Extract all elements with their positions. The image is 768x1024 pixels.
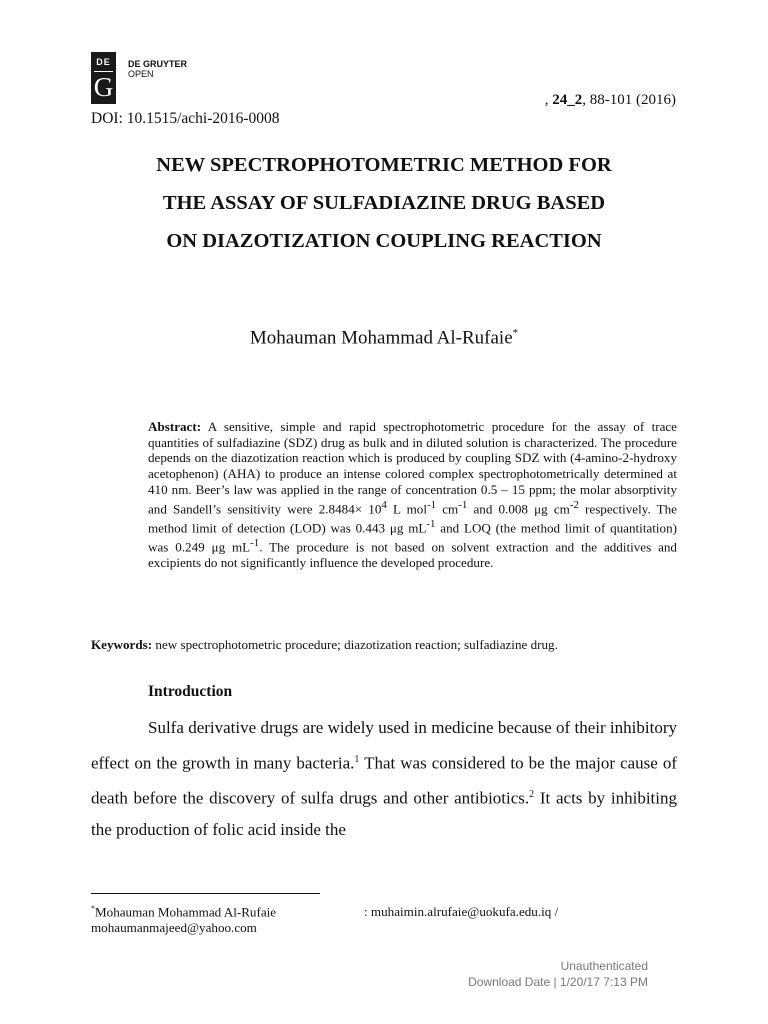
footnote-name: Mohauman Mohammad Al-Rufaie [95, 904, 277, 920]
abstract-sup: -1 [250, 536, 260, 549]
intro-text: It acts by inhibiting the production of folic acid inside the [91, 788, 677, 839]
publisher-subname: OPEN [128, 69, 154, 79]
citation-pages: , 88-101 (2016) [582, 92, 676, 108]
abstract-text: and LOQ (the method limit of quantitation) was 0.249 μg mL [148, 519, 677, 554]
title-line-2: THE ASSAY OF SULFADIAZINE DRUG BASED [162, 192, 606, 214]
publisher-logo [91, 52, 116, 104]
author-mark: * [512, 327, 519, 339]
citation-volume: 24_2 [552, 92, 583, 108]
abstract-text: cm [436, 500, 459, 516]
doi: DOI: 10.1515/achi-2016-0008 [91, 110, 280, 127]
journal-citation [520, 92, 676, 109]
publisher-name: DE GRUYTER [128, 59, 188, 69]
abstract-text: L mol [386, 500, 427, 516]
footnote-author [91, 904, 276, 920]
paper-title [60, 146, 708, 260]
keywords-text: new spectrophotometric procedure; diazotization reaction; sulfadiazine drug. [152, 637, 558, 652]
abstract-sup: -1 [458, 498, 468, 511]
introduction-paragraph [91, 712, 677, 845]
footnote-rule [91, 893, 320, 894]
citation-prefix: , [544, 92, 553, 108]
author-name: Mohauman Mohammad Al-Rufaie [249, 327, 513, 349]
footnote-mark: * [91, 904, 95, 913]
abstract-text: respectively. The method limit of detection (LOD) was 0.443 μg mL [148, 500, 677, 535]
abstract-sup: -1 [427, 498, 437, 511]
abstract-text: . The procedure is not based on solvent extraction and the additives and excipients do not significantly influence the developed procedure. [148, 539, 677, 570]
logo-g: G [93, 72, 114, 102]
abstract-sup: 4 [381, 498, 387, 511]
abstract [148, 419, 677, 570]
footnote-email-secondary: mohaumanmajeed@yahoo.com [91, 920, 257, 935]
download-watermark [420, 958, 648, 990]
title-line-3: ON DIAZOTIZATION COUPLING REACTION [166, 230, 602, 252]
watermark-line-2: Download Date | 1/20/17 7:13 PM [468, 975, 648, 989]
abstract-sup: -2 [569, 498, 579, 511]
section-heading-introduction: Introduction [148, 683, 233, 700]
intro-text: Sulfa derivative drugs are widely used in medicine because of their inhibitory effect on the growth in many bacteria. [91, 718, 677, 773]
logo-de: DE [96, 57, 111, 67]
abstract-text: A sensitive, simple and rapid spectrophotometric procedure for the assay of trace quantities of sulfadiazine (SDZ) drug as bulk and in diluted solution is characterized. The procedure depends on the diazotization reaction which is produced by coupling SDZ with (4-amino-2-hydroxy acetophenon) (AHA) to produce an intense colored complex spectrophotometrically determined at 410 nm. Beer’s law was applied in the range of concentration 0.5 – 15 ppm; the molar absorptivity and Sandell’s sensitivity were 2.8484× 10 [148, 419, 677, 516]
intro-text: That was considered to be the major cause of death before the discovery of sulfa drugs and other antibiotics. [91, 753, 677, 808]
abstract-sup: -1 [426, 517, 436, 530]
abstract-text: and 0.008 μg cm [467, 500, 570, 516]
footnote-email-primary: : muhaimin.alrufaie@uokufa.edu.iq / [364, 904, 559, 919]
keywords [91, 637, 691, 653]
author-line [0, 327, 768, 349]
citation-ref: 1 [354, 753, 360, 765]
citation-ref: 2 [529, 788, 535, 800]
abstract-label: Abstract: [148, 419, 202, 434]
title-line-1: NEW SPECTROPHOTOMETRIC METHOD FOR [156, 154, 612, 176]
watermark-line-1: Unauthenticated [560, 959, 648, 973]
keywords-label: Keywords: [91, 637, 153, 652]
